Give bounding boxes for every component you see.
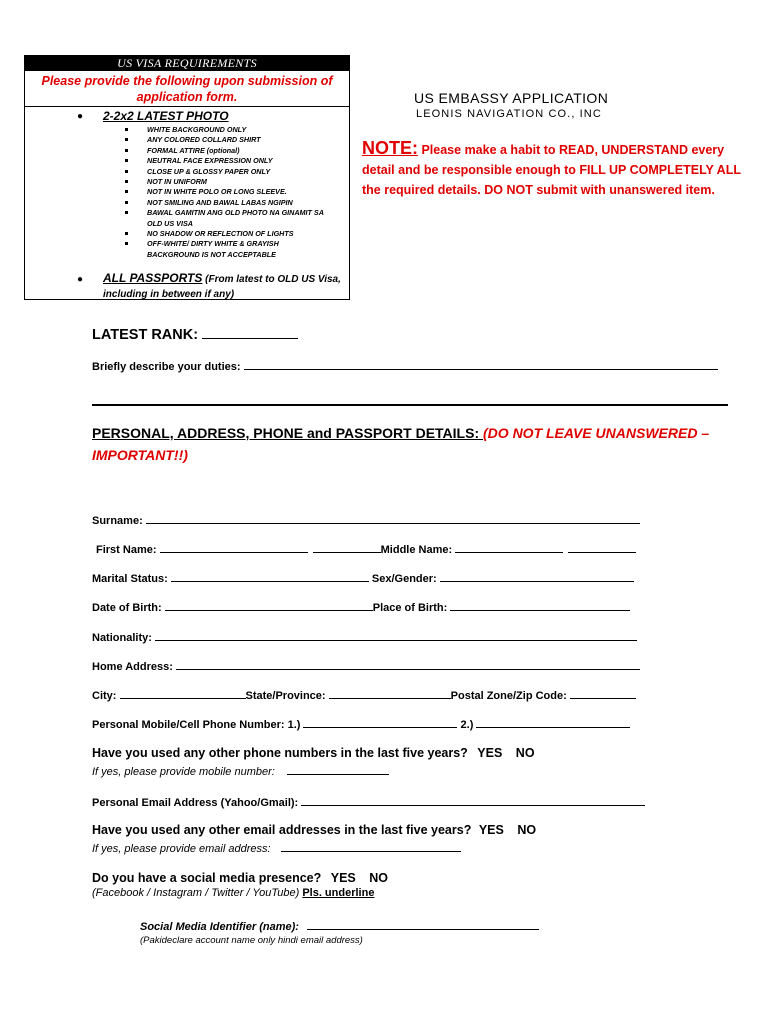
sex-gender-field[interactable] [440,571,634,582]
note-label: NOTE: [362,138,418,158]
section-title-text: PERSONAL, ADDRESS, PHONE and PASSPORT DETAILS: [92,425,484,441]
state-field[interactable] [329,688,451,699]
photo-requirement-text: OLD US VISA [147,218,193,228]
photo-requirement-item [121,167,324,177]
sex-gender-label: Sex/Gender: [368,573,440,585]
photo-requirements-list [121,125,324,260]
email-no-option[interactable]: NO [517,823,537,837]
social-yes-option[interactable]: YES [330,871,356,885]
square-bullet-icon [125,170,128,173]
photo-requirement-text: BAWAL GAMITIN ANG OLD PHOTO NA GINAMIT SA [147,208,324,218]
photo-requirement-item [121,187,324,197]
square-bullet-icon [125,242,128,245]
email-row [92,795,645,809]
photo-requirement-text: NOT IN UNIFORM [147,177,207,187]
email-field[interactable] [301,795,645,806]
social-question-row [92,871,388,885]
city-field[interactable] [120,688,246,699]
postal-label: Postal Zone/Zip Code: [450,690,570,702]
photo-requirement-text: OFF-WHITE/ DIRTY WHITE & GRAYISH [147,239,279,249]
social-id-field[interactable] [307,919,539,930]
phone-question: Have you used any other phone numbers in the last five years? [92,746,468,760]
phone-sub-row [92,764,389,778]
photo-requirement-text: FORMAL ATTIRE (optional) [147,145,240,155]
email-question-row [92,823,536,837]
photo-requirement-item [121,219,324,229]
note-text: Please make a habit to READ, UNDERSTAND every detail and be responsible enough to FILL UP COMPLETELY ALL the required details. DO NOT submit with unanswered item. [362,143,741,197]
nationality-field[interactable] [155,630,637,641]
mobile-row [92,717,630,731]
date-of-birth-field[interactable] [165,600,373,611]
email-sub-label: If yes, please provide email address: [92,843,271,855]
passports-note-2: including in between if any) [103,289,235,300]
home-address-row [92,659,640,673]
phone-no-option[interactable]: NO [515,746,535,760]
home-address-field[interactable] [176,659,640,670]
first-name-field[interactable] [160,542,308,553]
passports-note: (From latest to OLD US Visa, [202,274,341,285]
photo-requirement-text: WHITE BACKGROUND ONLY [147,125,247,134]
application-title: US EMBASSY APPLICATION [414,90,609,106]
phone-yes-option[interactable]: YES [477,746,503,760]
other-email-field[interactable] [281,841,461,852]
square-bullet-icon [125,159,128,162]
square-bullet-icon [125,190,128,193]
square-bullet-icon [125,180,128,183]
name-row [96,542,636,556]
square-bullet-icon [125,138,128,141]
duties-row [92,359,718,373]
photo-requirement-item [121,208,324,218]
email-question: Have you used any other email addresses in the last five years? [92,823,472,837]
photo-requirement-text: NOT SMILING AND BAWAL LABAS NGIPIN [147,197,293,207]
social-id-note: (Pakideclare account name only hindi email address) [140,935,363,946]
email-yes-option[interactable]: YES [478,823,504,837]
mobile-2-label: 2.) [457,719,477,731]
city-label: City: [92,690,120,702]
social-platforms: (Facebook / Instagram / Twitter / YouTube) [92,887,303,899]
surname-label: Surname: [92,515,146,527]
nationality-row [92,630,637,644]
photo-title: 2-2x2 LATEST PHOTO [103,109,229,123]
section-divider [92,404,728,406]
social-question: Do you have a social media presence? [92,871,322,885]
company-name: LEONIS NAVIGATION CO., INC [416,108,602,120]
place-of-birth-label: Place of Birth: [372,602,451,614]
passports-title: ALL PASSPORTS [103,271,203,285]
photo-requirement-text: BACKGROUND IS NOT ACCEPTABLE [147,249,276,259]
date-of-birth-label: Date of Birth: [92,602,165,614]
photo-requirement-text: CLOSE UP & GLOSSY PAPER ONLY [147,166,271,176]
home-address-label: Home Address: [92,661,176,673]
birth-row [92,600,630,614]
postal-field[interactable] [570,688,636,699]
requirements-intro [25,73,349,107]
square-bullet-icon [125,232,128,235]
social-id-row [140,919,539,933]
duties-field[interactable] [244,359,718,370]
photo-requirement-item [121,146,324,156]
latest-rank-label: LATEST RANK: [92,327,203,343]
phone-sub-label: If yes, please provide mobile number: [92,766,275,778]
email-label: Personal Email Address (Yahoo/Gmail): [92,797,302,809]
photo-requirement-text: NEUTRAL FACE EXPRESSION ONLY [147,156,273,166]
surname-row [92,513,640,527]
email-sub-row [92,841,461,855]
marital-status-field[interactable] [171,571,369,582]
requirements-header: US VISA REQUIREMENTS [25,56,349,71]
photo-requirement-item [121,135,324,145]
place-of-birth-field[interactable] [450,600,630,611]
nationality-label: Nationality: [92,632,155,644]
mobile-field-1[interactable] [303,717,457,728]
social-id-label: Social Media Identifier (name): [140,921,299,933]
square-bullet-icon [125,201,128,204]
note-block [362,138,742,200]
latest-rank-row [92,324,298,343]
marital-row [92,571,634,585]
bullet-dot: ● [77,274,84,285]
phone-question-row [92,746,535,760]
photo-requirement-item [121,229,324,239]
photo-requirement-item [121,156,324,166]
bullet-dot: ● [77,111,84,122]
visa-requirements-box [24,55,350,300]
middle-name-field[interactable] [455,542,563,553]
square-bullet-icon [125,211,128,214]
latest-rank-field[interactable] [202,324,298,339]
social-no-option[interactable]: NO [369,871,388,885]
passports-requirement [103,271,341,302]
photo-requirement-text: NO SHADOW OR REFLECTION OF LIGHTS [147,229,294,239]
city-row [92,688,636,702]
intro-line-2: application form. [136,90,238,104]
photo-requirement-item [121,250,324,260]
state-label: State/Province: [245,690,329,702]
square-bullet-icon [125,149,128,152]
section-title [92,422,732,466]
first-name-label: First Name: [96,544,160,556]
social-platforms-row [92,887,374,899]
section-warning: (DO NOT LEAVE UNANSWERED – IMPORTANT!!) [92,425,710,463]
first-name-field-2[interactable] [313,542,381,553]
underline-instruction: Pls. underline [302,887,375,899]
other-phone-field[interactable] [287,764,389,775]
photo-requirement-item [121,125,324,135]
photo-requirement-item [121,198,324,208]
photo-requirement-text: NOT IN WHITE POLO OR LONG SLEEVE. [147,187,287,197]
photo-requirement-text: ANY COLORED COLLARD SHIRT [147,135,261,145]
middle-name-label: Middle Name: [380,544,456,556]
marital-status-label: Marital Status: [92,573,171,585]
mobile-label: Personal Mobile/Cell Phone Number: 1.) [92,719,304,731]
mobile-field-2[interactable] [476,717,630,728]
photo-requirement-item [121,239,324,249]
intro-line-1: Please provide the following upon submission of [41,74,333,88]
middle-name-field-2[interactable] [568,542,636,553]
duties-label: Briefly describe your duties: [92,361,244,373]
photo-requirement-item [121,177,324,187]
surname-field[interactable] [146,513,640,524]
square-bullet-icon [125,128,128,131]
